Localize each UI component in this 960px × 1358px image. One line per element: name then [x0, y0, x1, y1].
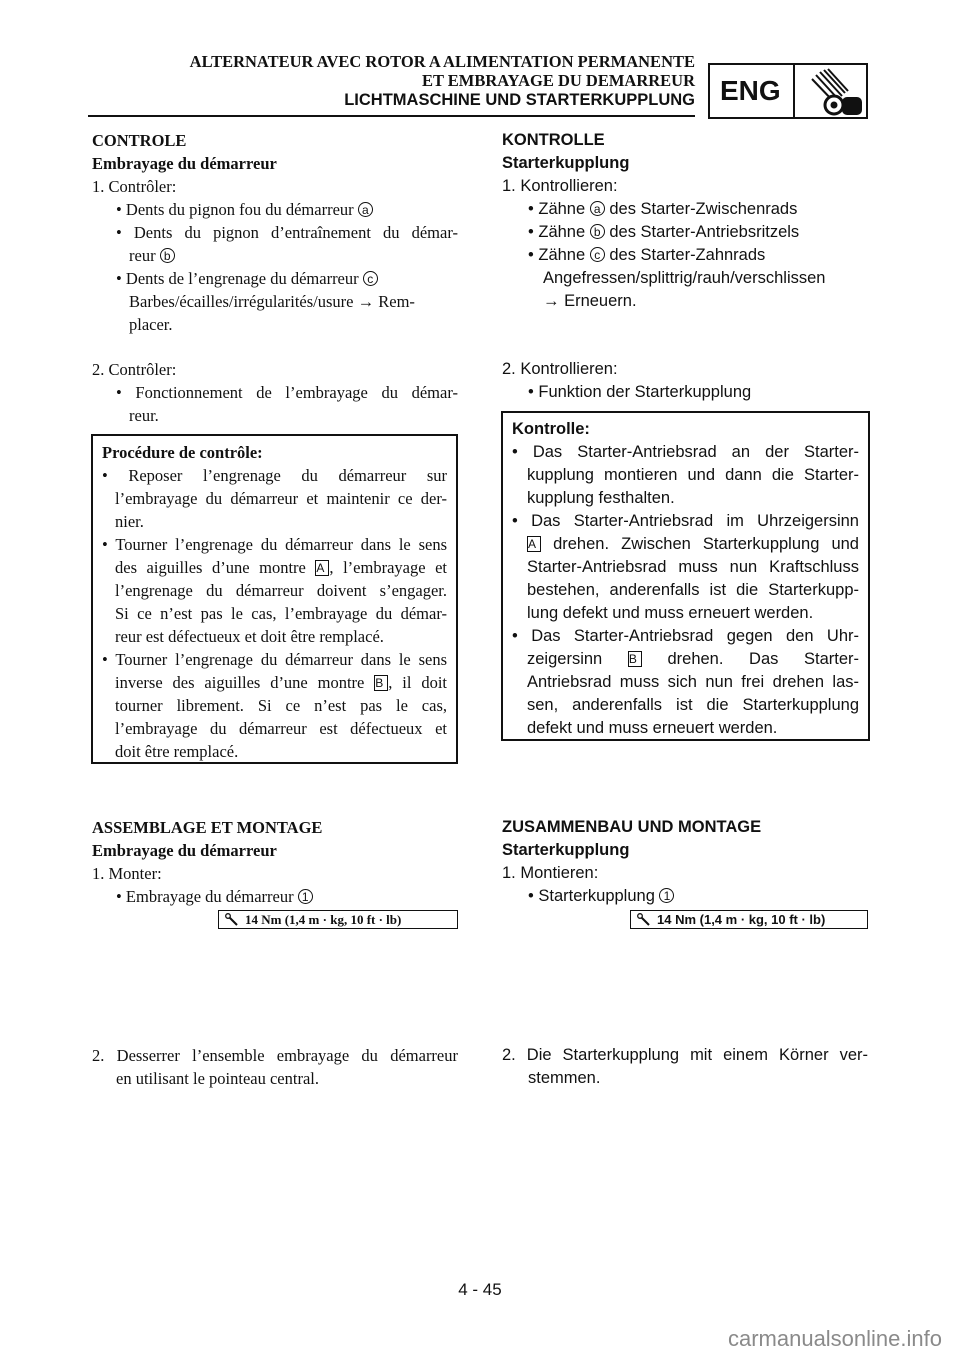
header-rule	[88, 115, 695, 117]
fr-result-1: Barbes/écailles/irrégularités/usure → Rem-	[129, 292, 415, 311]
ref-1: 1	[659, 888, 674, 903]
de-procedure-line: • Das Starter-Antriebsrad im Uhrzeigersinn	[512, 512, 859, 530]
fr-bullet-operation: • Fonctionnement de l’embrayage du démar-	[116, 383, 458, 402]
fr-procedure-line: des aiguilles d’une montre A , l’embrayage et	[115, 558, 448, 577]
fr-bullet-idler-gear: • Dents du pignon fou du démarreur a	[116, 200, 373, 220]
de-procedure-line: defekt und muss erneuert werden.	[527, 719, 778, 737]
watermark: carmanualsonline.info	[727, 1326, 942, 1351]
de-assembly-subheading: Starterkupplung	[502, 841, 630, 859]
section-badge	[708, 63, 868, 119]
de-bullet-starter-gear: • Zähne c des Starter-Zahnrads	[528, 246, 766, 264]
fr-procedure-line: inverse des aiguilles d’une montre B , il doit	[115, 673, 448, 692]
ref-B: B	[374, 675, 388, 691]
fr-assembly-step-2-cont: en utilisant le pointeau central.	[116, 1069, 319, 1088]
de-procedure-line: kupplung festhalten.	[527, 489, 675, 507]
header-title-line-2: ET EMBRAYAGE DU DEMARREUR	[421, 71, 695, 90]
header-title-line-3: LICHTMASCHINE UND STARTERKUPPLUNG	[344, 91, 695, 109]
fr-procedure-line: • Reposer l’engrenage du démarreur sur	[102, 466, 447, 485]
de-procedure-title: Kontrolle:	[512, 420, 590, 438]
fr-procedure-line: doit être remplacé.	[115, 742, 239, 761]
fr-assembly-subheading: Embrayage du démarreur	[92, 841, 277, 860]
fr-result-2: placer.	[129, 315, 173, 334]
fr-procedure-line: Si ce n’est pas le cas, l’embrayage du démar-	[115, 604, 447, 623]
fr-assembly-step-1: 1. Monter:	[92, 864, 162, 883]
badge-divider	[793, 65, 795, 117]
fr-procedure-line: • Tourner l’engrenage du démarreur dans le sens	[102, 535, 447, 554]
fr-assembly-step-2: 2. Desserrer l’ensemble embrayage du démarreur	[92, 1046, 458, 1065]
fr-assembly-heading: ASSEMBLAGE ET MONTAGE	[92, 818, 323, 837]
de-assembly-bullet: • Starterkupplung 1	[528, 887, 674, 906]
de-procedure-line: Antriebsrad muss sich nun frei drehen las-	[527, 673, 859, 691]
fr-procedure-title: Procédure de contrôle:	[102, 443, 263, 462]
de-step-1: 1. Kontrollieren:	[502, 177, 618, 195]
fr-procedure-line: l’engrenage du démarreur doivent s’engager.	[115, 581, 447, 600]
ref-b: b	[160, 248, 175, 263]
ref-A: A	[527, 536, 541, 552]
ref-B: B	[628, 651, 642, 667]
de-procedure-line: A drehen. Zwischen Starterkupplung und	[528, 535, 859, 553]
page-number: 4 - 45	[458, 1280, 502, 1299]
fr-torque-spec	[218, 910, 458, 929]
fr-procedure-line: reur est défectueux et doit être remplacé.	[115, 627, 384, 646]
fr-step-1: 1. Contrôler:	[92, 177, 177, 196]
fr-bullet-drive-gear-cont: reur b	[129, 246, 175, 266]
de-procedure-line: • Das Starter-Antriebsrad gegen den Uhr-	[512, 627, 859, 645]
ref-b: b	[590, 224, 605, 239]
de-procedure-line: kupplung montieren und dann die Starter-	[527, 466, 859, 484]
fr-procedure-line: l’embrayage du démarreur et maintenir ce der-	[115, 489, 447, 508]
header-title-line-1: ALTERNATEUR AVEC ROTOR A ALIMENTATION PERMANENTE	[189, 52, 695, 71]
de-torque-value: 14 Nm (1,4 m · kg, 10 ft · lb)	[657, 912, 826, 927]
engine-icon	[798, 67, 866, 117]
de-assembly-step-2: 2. Die Starterkupplung mit einem Körner ver-	[502, 1046, 868, 1064]
section-badge-label: ENG	[720, 75, 781, 106]
de-procedure-line: Starter-Antriebsrad muss nun Kraftschluss	[527, 558, 859, 576]
de-bullet-operation: • Funktion der Starterkupplung	[528, 383, 752, 401]
de-check-subheading: Starterkupplung	[502, 154, 630, 172]
de-procedure-line: lung defekt und muss erneuert werden.	[527, 604, 814, 622]
torque-wrench-icon	[637, 913, 651, 927]
fr-bullet-drive-gear: • Dents du pignon d’entraînement du démar-	[116, 223, 459, 242]
de-torque-spec	[630, 910, 868, 929]
de-result-2: → Erneuern.	[543, 292, 637, 310]
ref-c: c	[363, 271, 378, 286]
de-step-2: 2. Kontrollieren:	[502, 360, 618, 378]
fr-step-2: 2. Contrôler:	[92, 360, 177, 379]
de-bullet-drive-gear: • Zähne b des Starter-Antriebsritzels	[528, 223, 800, 241]
ref-a: a	[590, 201, 605, 216]
fr-torque-value: 14 Nm (1,4 m · kg, 10 ft · lb)	[245, 912, 402, 927]
de-procedure-line: zeigersinn B drehen. Das Starter-	[527, 650, 860, 668]
ref-A: A	[315, 560, 329, 576]
de-procedure-line: sen, anderenfalls ist die Starterkupplung	[527, 696, 859, 714]
fr-procedure-line: nier.	[115, 512, 144, 531]
de-assembly-step-2-cont: stemmen.	[528, 1069, 601, 1087]
de-check-heading: KONTROLLE	[502, 131, 605, 149]
fr-check-heading: CONTROLE	[92, 131, 187, 150]
fr-assembly-bullet: • Embrayage du démarreur 1	[116, 887, 313, 907]
de-assembly-step-1: 1. Montieren:	[502, 864, 599, 882]
de-result-1: Angefressen/splittrig/rauh/verschlissen	[543, 269, 826, 287]
de-bullet-idler-gear: • Zähne a des Starter-Zwischenrads	[528, 200, 798, 218]
fr-check-subheading: Embrayage du démarreur	[92, 154, 277, 173]
ref-a: a	[358, 202, 373, 217]
de-procedure-line: • Das Starter-Antriebsrad an der Starter-	[512, 443, 859, 461]
de-procedure-line: bestehen, anderenfalls ist die Starterkupp-	[527, 581, 859, 599]
ref-c: c	[590, 247, 605, 262]
torque-wrench-icon	[225, 913, 239, 927]
ref-1: 1	[298, 889, 313, 904]
fr-procedure-line: tourner librement. Si ce n’est pas le cas,	[115, 696, 447, 715]
de-assembly-heading: ZUSAMMENBAU UND MONTAGE	[502, 818, 762, 836]
fr-bullet-starter-gear: • Dents de l’engrenage du démarreur c	[116, 269, 378, 289]
fr-procedure-line: • Tourner l’engrenage du démarreur dans le sens	[102, 650, 447, 669]
fr-bullet-operation-cont: reur.	[129, 406, 159, 425]
fr-procedure-line: l’embrayage du démarreur est défectueux et	[115, 719, 447, 738]
